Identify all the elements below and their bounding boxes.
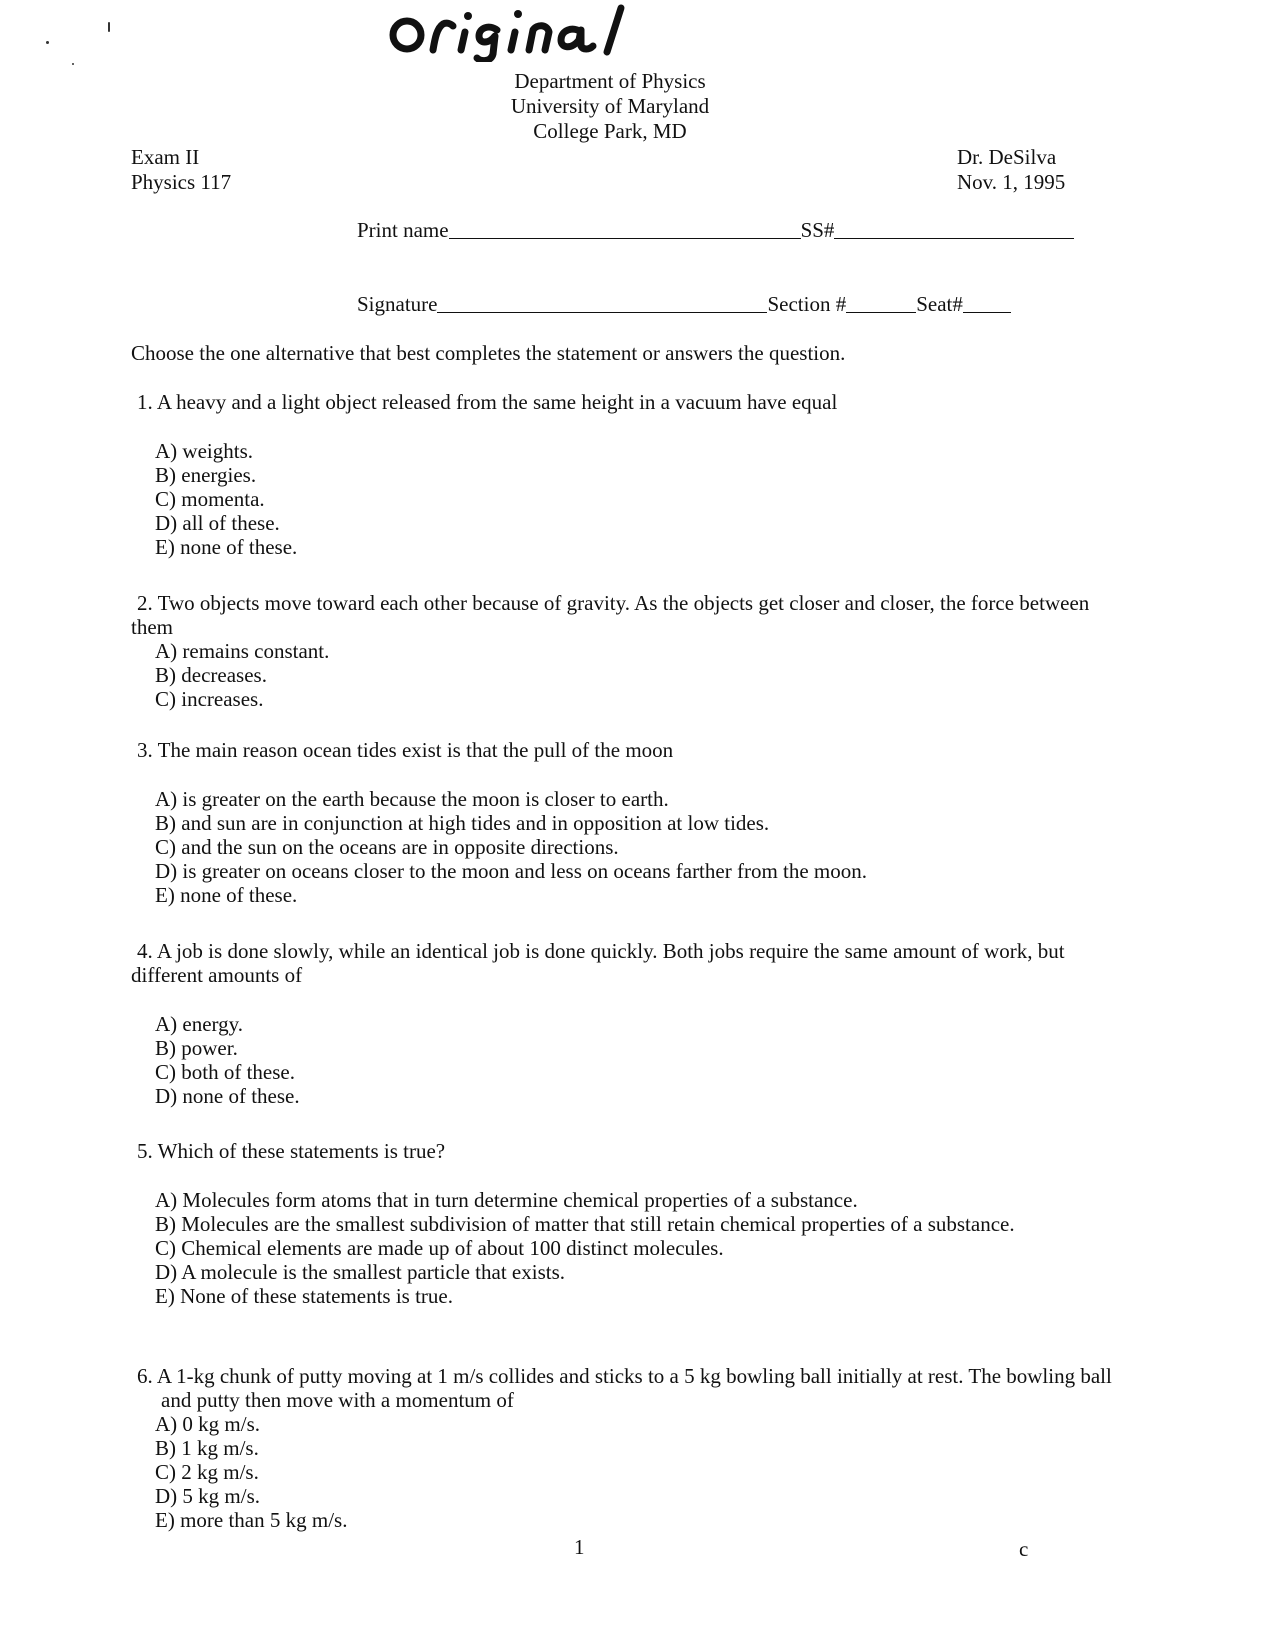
question-3 (131, 738, 1111, 907)
ss-label: SS# (800, 218, 835, 242)
question-4 (131, 939, 1121, 1108)
choice-a[interactable]: A) energy. (155, 1012, 244, 1036)
signature-field[interactable] (437, 292, 767, 313)
institution-header (400, 69, 820, 144)
print-name-field[interactable] (449, 218, 801, 239)
choice-c[interactable]: C) both of these. (155, 1060, 295, 1084)
section-label: Section # (767, 292, 847, 316)
question-6 (131, 1364, 1121, 1532)
exam-title: Exam II (131, 145, 200, 169)
section-field[interactable] (846, 292, 916, 313)
choice-e[interactable]: E) more than 5 kg m/s. (155, 1508, 348, 1532)
choice-b[interactable]: B) energies. (155, 463, 257, 487)
choice-e[interactable]: E) None of these statements is true. (155, 1284, 453, 1308)
choice-e[interactable]: E) none of these. (155, 883, 298, 907)
name-ss-row (357, 218, 1074, 242)
scan-speck (72, 63, 74, 65)
print-name-label: Print name (357, 218, 449, 242)
choice-c[interactable]: C) Chemical elements are made up of about 100 distinct molecules. (155, 1236, 724, 1260)
question-stem: 1. A heavy and a light object released from the same height in a vacuum have equal (137, 390, 838, 414)
choice-a[interactable]: A) weights. (155, 439, 253, 463)
signature-label: Signature (357, 292, 438, 316)
choice-d[interactable]: D) 5 kg m/s. (155, 1484, 260, 1508)
choice-a[interactable]: A) 0 kg m/s. (155, 1412, 260, 1436)
choice-list (155, 1412, 1121, 1532)
choice-b[interactable]: B) power. (155, 1036, 238, 1060)
seat-field[interactable] (963, 292, 1011, 313)
instructor-info (957, 145, 1065, 195)
choice-d[interactable]: D) none of these. (155, 1084, 300, 1108)
choice-list (155, 639, 1111, 711)
choice-a[interactable]: A) remains constant. (155, 639, 330, 663)
exam-info (131, 145, 231, 195)
question-stem: 3. The main reason ocean tides exist is that the pull of the moon (137, 738, 674, 762)
choice-b[interactable]: B) decreases. (155, 663, 267, 687)
choice-list (155, 1188, 1111, 1308)
department-name: Department of Physics (514, 69, 706, 93)
choice-c[interactable]: C) 2 kg m/s. (155, 1460, 259, 1484)
choice-a[interactable]: A) is greater on the earth because the moon is closer to earth. (155, 787, 669, 811)
question-5 (131, 1139, 1111, 1308)
question-stem: 4. A job is done slowly, while an identical job is done quickly. Both jobs require the same amount of work, but different amounts of (131, 939, 1065, 987)
choice-c[interactable]: C) increases. (155, 687, 264, 711)
scan-speck (46, 41, 49, 44)
instructions: Choose the one alternative that best completes the statement or answers the question. (131, 341, 846, 365)
footer-mark: c (1019, 1537, 1029, 1561)
choice-a[interactable]: A) Molecules form atoms that in turn determine chemical properties of a substance. (155, 1188, 858, 1212)
ss-field[interactable] (834, 218, 1074, 239)
choice-list (155, 787, 1111, 907)
question-2 (131, 591, 1111, 711)
choice-b[interactable]: B) 1 kg m/s. (155, 1436, 259, 1460)
university-location: College Park, MD (533, 119, 687, 143)
choice-e[interactable]: E) none of these. (155, 535, 298, 559)
question-stem: 6. A 1-kg chunk of putty moving at 1 m/s collides and sticks to a 5 kg bowling ball initially at rest. The bowling ball and putty then move with a momentum of (137, 1364, 1112, 1412)
choice-c[interactable]: C) momenta. (155, 487, 265, 511)
question-stem: 2. Two objects move toward each other because of gravity. As the objects get closer and closer, the force between them (131, 591, 1090, 639)
choice-d[interactable]: D) all of these. (155, 511, 280, 535)
choice-b[interactable]: B) Molecules are the smallest subdivision of matter that still retain chemical properties of a substance. (155, 1212, 1015, 1236)
choice-list (155, 439, 1111, 559)
question-1 (131, 390, 1111, 559)
course-name: Physics 117 (131, 170, 232, 194)
exam-date: Nov. 1, 1995 (957, 170, 1066, 194)
choice-c[interactable]: C) and the sun on the oceans are in opposite directions. (155, 835, 619, 859)
question-stem: 5. Which of these statements is true? (137, 1139, 446, 1163)
page-number: 1 (574, 1535, 585, 1559)
signature-section-seat-row (357, 292, 1011, 316)
choice-list (155, 1012, 1121, 1108)
university-name: University of Maryland (510, 94, 710, 118)
seat-label: Seat# (916, 292, 963, 316)
choice-d[interactable]: D) A molecule is the smallest particle that exists. (155, 1260, 565, 1284)
choice-b[interactable]: B) and sun are in conjunction at high tides and in opposition at low tides. (155, 811, 770, 835)
original-handwritten-stamp (385, 2, 655, 62)
choice-d[interactable]: D) is greater on oceans closer to the moon and less on oceans farther from the moon. (155, 859, 868, 883)
scan-speck (108, 22, 110, 32)
instructor-name: Dr. DeSilva (957, 145, 1057, 169)
